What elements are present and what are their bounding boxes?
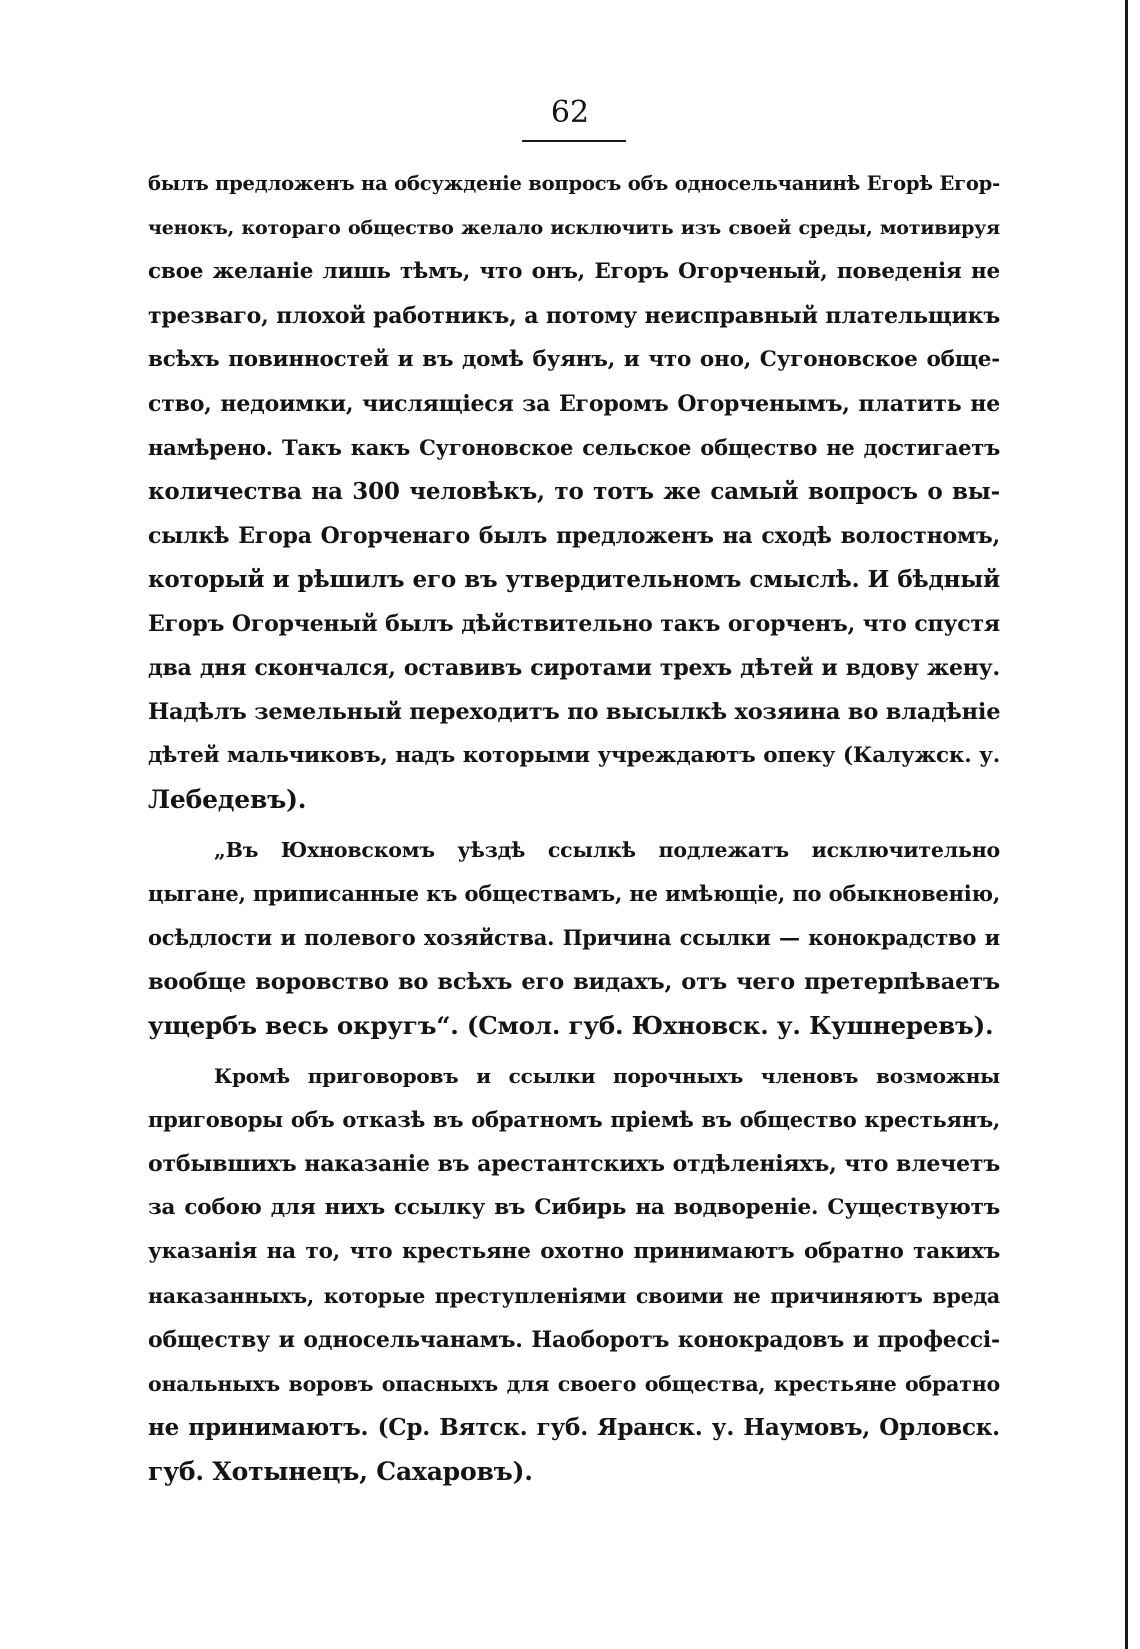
text-line: указанія на то, что крестьяне охотно принимаютъ обратно такихъ	[148, 1239, 1000, 1264]
text-line: отбывшихъ наказаніе въ арестантскихъ отдѣленіяхъ, что влечетъ	[148, 1151, 1000, 1177]
text-line: „Въ Юхновскомъ уѣздѣ ссылкѣ подлежатъ исключительно	[214, 838, 1000, 862]
text-line: который и рѣшилъ его въ утвердительномъ смыслѣ. И бѣдный	[148, 566, 1000, 593]
text-line: ущербъ весь округъ“. (Смол. губ. Юхновск. у. Кушнеревъ).	[148, 1011, 994, 1040]
text-line: количества на 300 человѣкъ, то тотъ же самый вопросъ о вы-	[148, 478, 1000, 505]
text-line: былъ предложенъ на обсужденіе вопросъ объ односельчанинѣ Егорѣ Егор-	[148, 172, 1000, 195]
text-line: ченокъ, котораго общество желало исключить изъ своей среды, мотивируя	[148, 217, 1000, 239]
text-line: наказанныхъ, которые преступленіями своими не причиняютъ вреда	[148, 1284, 1000, 1308]
text-line: приговоры объ отказѣ въ обратномъ пріемѣ въ общество крестьянъ,	[148, 1107, 1000, 1132]
text-line: осѣдлости и полевого хозяйства. Причина ссылки — конокрадство и	[148, 925, 1000, 950]
paragraph	[148, 1054, 1000, 1494]
text-line: свое желаніе лишь тѣмъ, что онъ, Егоръ Огорченый, поведенія не	[148, 259, 1000, 284]
text-line: обществу и односельчанамъ. Наоборотъ конокрадовъ и професcі-	[148, 1327, 1000, 1353]
text-line: намѣрено. Такъ какъ Сугоновское сельское общество не достигаетъ	[148, 435, 1000, 460]
text-line: вообще воровство во всѣхъ его видахъ, отъ чего претерпѣваетъ	[148, 969, 1000, 995]
text-line: губ. Хотынецъ, Сахаровъ).	[148, 1457, 533, 1486]
paragraph	[148, 162, 1000, 822]
text-line: трезваго, плохой работникъ, а потому неисправный плательщикъ	[148, 303, 1000, 329]
text-line: Кромѣ приговоровъ и ссылки порочныхъ членовъ возможны	[214, 1064, 1000, 1088]
text-line: ство, недоимки, числящіеся за Егоромъ Огорченымъ, платить не	[148, 391, 1000, 417]
page-number: 62	[550, 95, 590, 130]
text-line: за собою для нихъ ссылку въ Сибирь на водвореніе. Существуютъ	[148, 1195, 1000, 1220]
text-line: цыгане, приписанные къ обществамъ, не имѣющіе, по обыкновенію,	[148, 881, 1000, 906]
body-text	[148, 162, 1000, 1494]
text-line: дѣтей мальчиковъ, надъ которыми учреждаютъ опеку (Калужск. у.	[148, 743, 1000, 768]
page-edge-line	[1125, 0, 1128, 1649]
text-line: сылкѣ Егора Огорченаго былъ предложенъ на сходѣ волостномъ,	[148, 523, 1000, 549]
text-line: Егоръ Огорченый былъ дѣйствительно такъ огорченъ, что спустя	[148, 611, 1000, 637]
text-line: всѣхъ повинностей и въ домѣ буянъ, и что оно, Сугоновское обще-	[148, 347, 1000, 372]
text-line: Лебедевъ).	[148, 785, 307, 814]
paragraph	[148, 828, 1000, 1048]
text-line: Надѣлъ земельный переходитъ по высылкѣ хозяина во владѣніе	[148, 699, 1001, 725]
page-number-rule	[522, 140, 626, 142]
text-line: ональныхъ воровъ опасныхъ для своего общества, крестьяне обратно	[148, 1372, 1000, 1396]
text-line: два дня скончался, оставивъ сиротами трехъ дѣтей и вдову жену.	[148, 655, 1000, 681]
text-line: не принимаютъ. (Ср. Вятск. губ. Яранск. у. Наумовъ, Орловск.	[148, 1414, 1000, 1441]
